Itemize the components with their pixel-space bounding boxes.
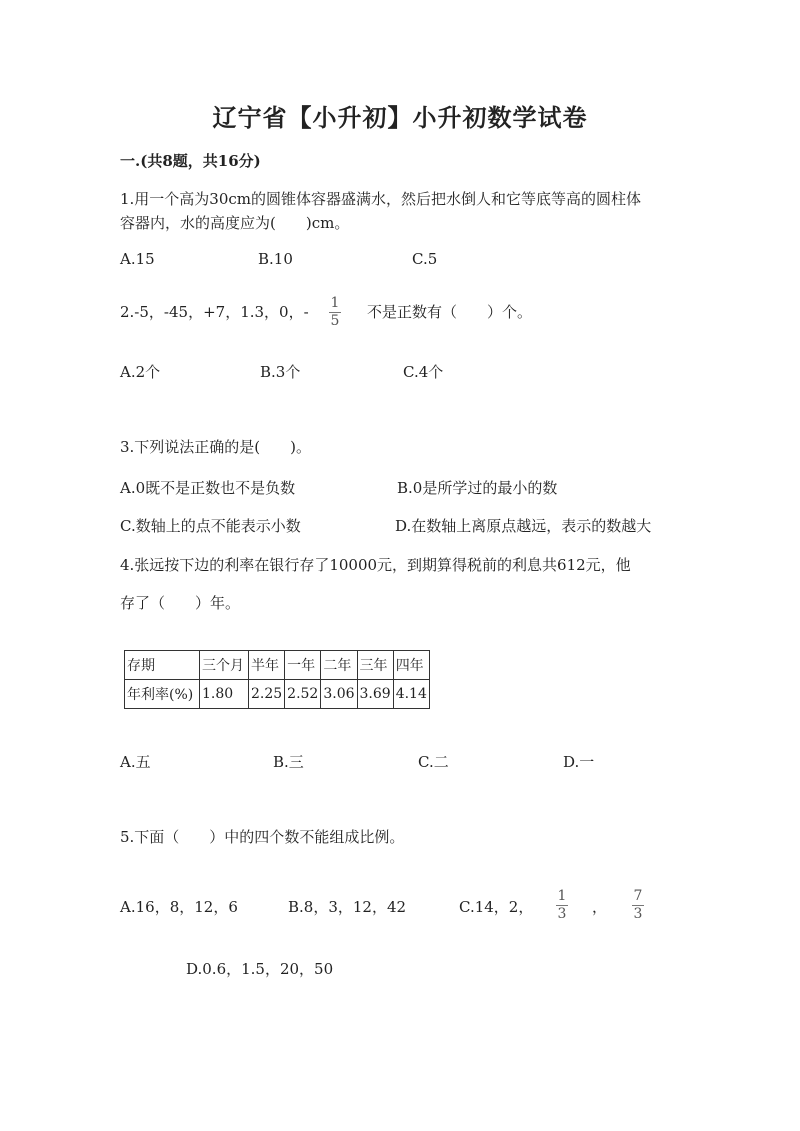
- section-heading: 一.(共8题，共16分): [120, 152, 261, 170]
- q2-option-a[interactable]: A.2个: [120, 363, 161, 381]
- table-header-cell: 四年: [393, 651, 429, 680]
- q5-option-c[interactable]: C.14，2，: [459, 898, 534, 916]
- q4-option-d[interactable]: D.一: [563, 753, 595, 771]
- table-cell: 2.52: [285, 680, 321, 709]
- table-header-cell: 存期: [125, 651, 200, 680]
- q1-option-c[interactable]: C.5: [412, 250, 438, 268]
- fraction-denominator: 5: [330, 313, 340, 329]
- q5-option-a[interactable]: A.16，8，12，6: [120, 898, 238, 916]
- q4-option-a[interactable]: A.五: [120, 753, 151, 771]
- table-header-row: [125, 651, 430, 680]
- question-4-line-2: 存了（ ）年。: [120, 594, 241, 612]
- fraction-denominator: 3: [557, 906, 567, 922]
- q3-option-a[interactable]: A.0既不是正数也不是负数: [120, 479, 296, 497]
- table-header-cell: 三个月: [200, 651, 249, 680]
- q5-option-b[interactable]: B.8，3，12，42: [288, 898, 407, 916]
- q4-option-c[interactable]: C.二: [418, 753, 449, 771]
- q5-option-d[interactable]: D.0.6，1.5，20，50: [186, 960, 334, 978]
- interest-rate-table: [124, 650, 430, 709]
- q5-separator-comma: ，: [592, 898, 608, 916]
- table-cell: 2.25: [249, 680, 285, 709]
- table-cell: 3.69: [357, 680, 393, 709]
- table-header-cell: 半年: [249, 651, 285, 680]
- q2-option-c[interactable]: C.4个: [403, 363, 444, 381]
- fraction-numerator: 1: [557, 888, 567, 904]
- table-header-cell: 三年: [357, 651, 393, 680]
- table-header-cell: 二年: [321, 651, 357, 680]
- fraction-denominator: 3: [633, 906, 643, 922]
- table-header-cell: 一年: [285, 651, 321, 680]
- table-cell: 1.80: [200, 680, 249, 709]
- question-2-stem-start: 2.-5，-45，+7，1.3，0，-: [120, 303, 309, 321]
- table-cell: 3.06: [321, 680, 357, 709]
- fraction-numerator: 7: [633, 888, 643, 904]
- question-4-line-1: 4.张远按下边的利率在银行存了10000元，到期算得税前的利息共612元，他: [120, 556, 631, 574]
- question-1-line-2: 容器内，水的高度应为( )cm。: [120, 214, 350, 232]
- question-2-stem-end: 不是正数有（ ）个。: [367, 303, 533, 321]
- q5-fraction-one-third: [556, 889, 568, 922]
- q5-fraction-seven-thirds: [632, 889, 644, 922]
- q2-option-b[interactable]: B.3个: [260, 363, 301, 381]
- q1-option-a[interactable]: A.15: [120, 250, 155, 268]
- table-cell: 4.14: [393, 680, 429, 709]
- table-cell: 年利率(%): [125, 680, 200, 709]
- q1-option-b[interactable]: B.10: [258, 250, 293, 268]
- q3-option-c[interactable]: C.数轴上的点不能表示小数: [120, 517, 301, 535]
- question-3-stem: 3.下列说法正确的是( )。: [120, 438, 312, 456]
- page-title: 辽宁省【小升初】小升初数学试卷: [212, 103, 588, 132]
- q4-option-b[interactable]: B.三: [273, 753, 304, 771]
- question-5-stem: 5.下面（ ）中的四个数不能组成比例。: [120, 828, 405, 846]
- q3-option-d[interactable]: D.在数轴上离原点越远，表示的数越大: [395, 517, 652, 535]
- question-1-line-1: 1.用一个高为30cm的圆锥体容器盛满水，然后把水倒人和它等底等高的圆柱体: [120, 190, 642, 208]
- fraction-numerator: 1: [330, 295, 340, 311]
- table-row: [125, 680, 430, 709]
- q3-option-b[interactable]: B.0是所学过的最小的数: [397, 479, 558, 497]
- q2-fraction-one-fifth: [329, 296, 341, 329]
